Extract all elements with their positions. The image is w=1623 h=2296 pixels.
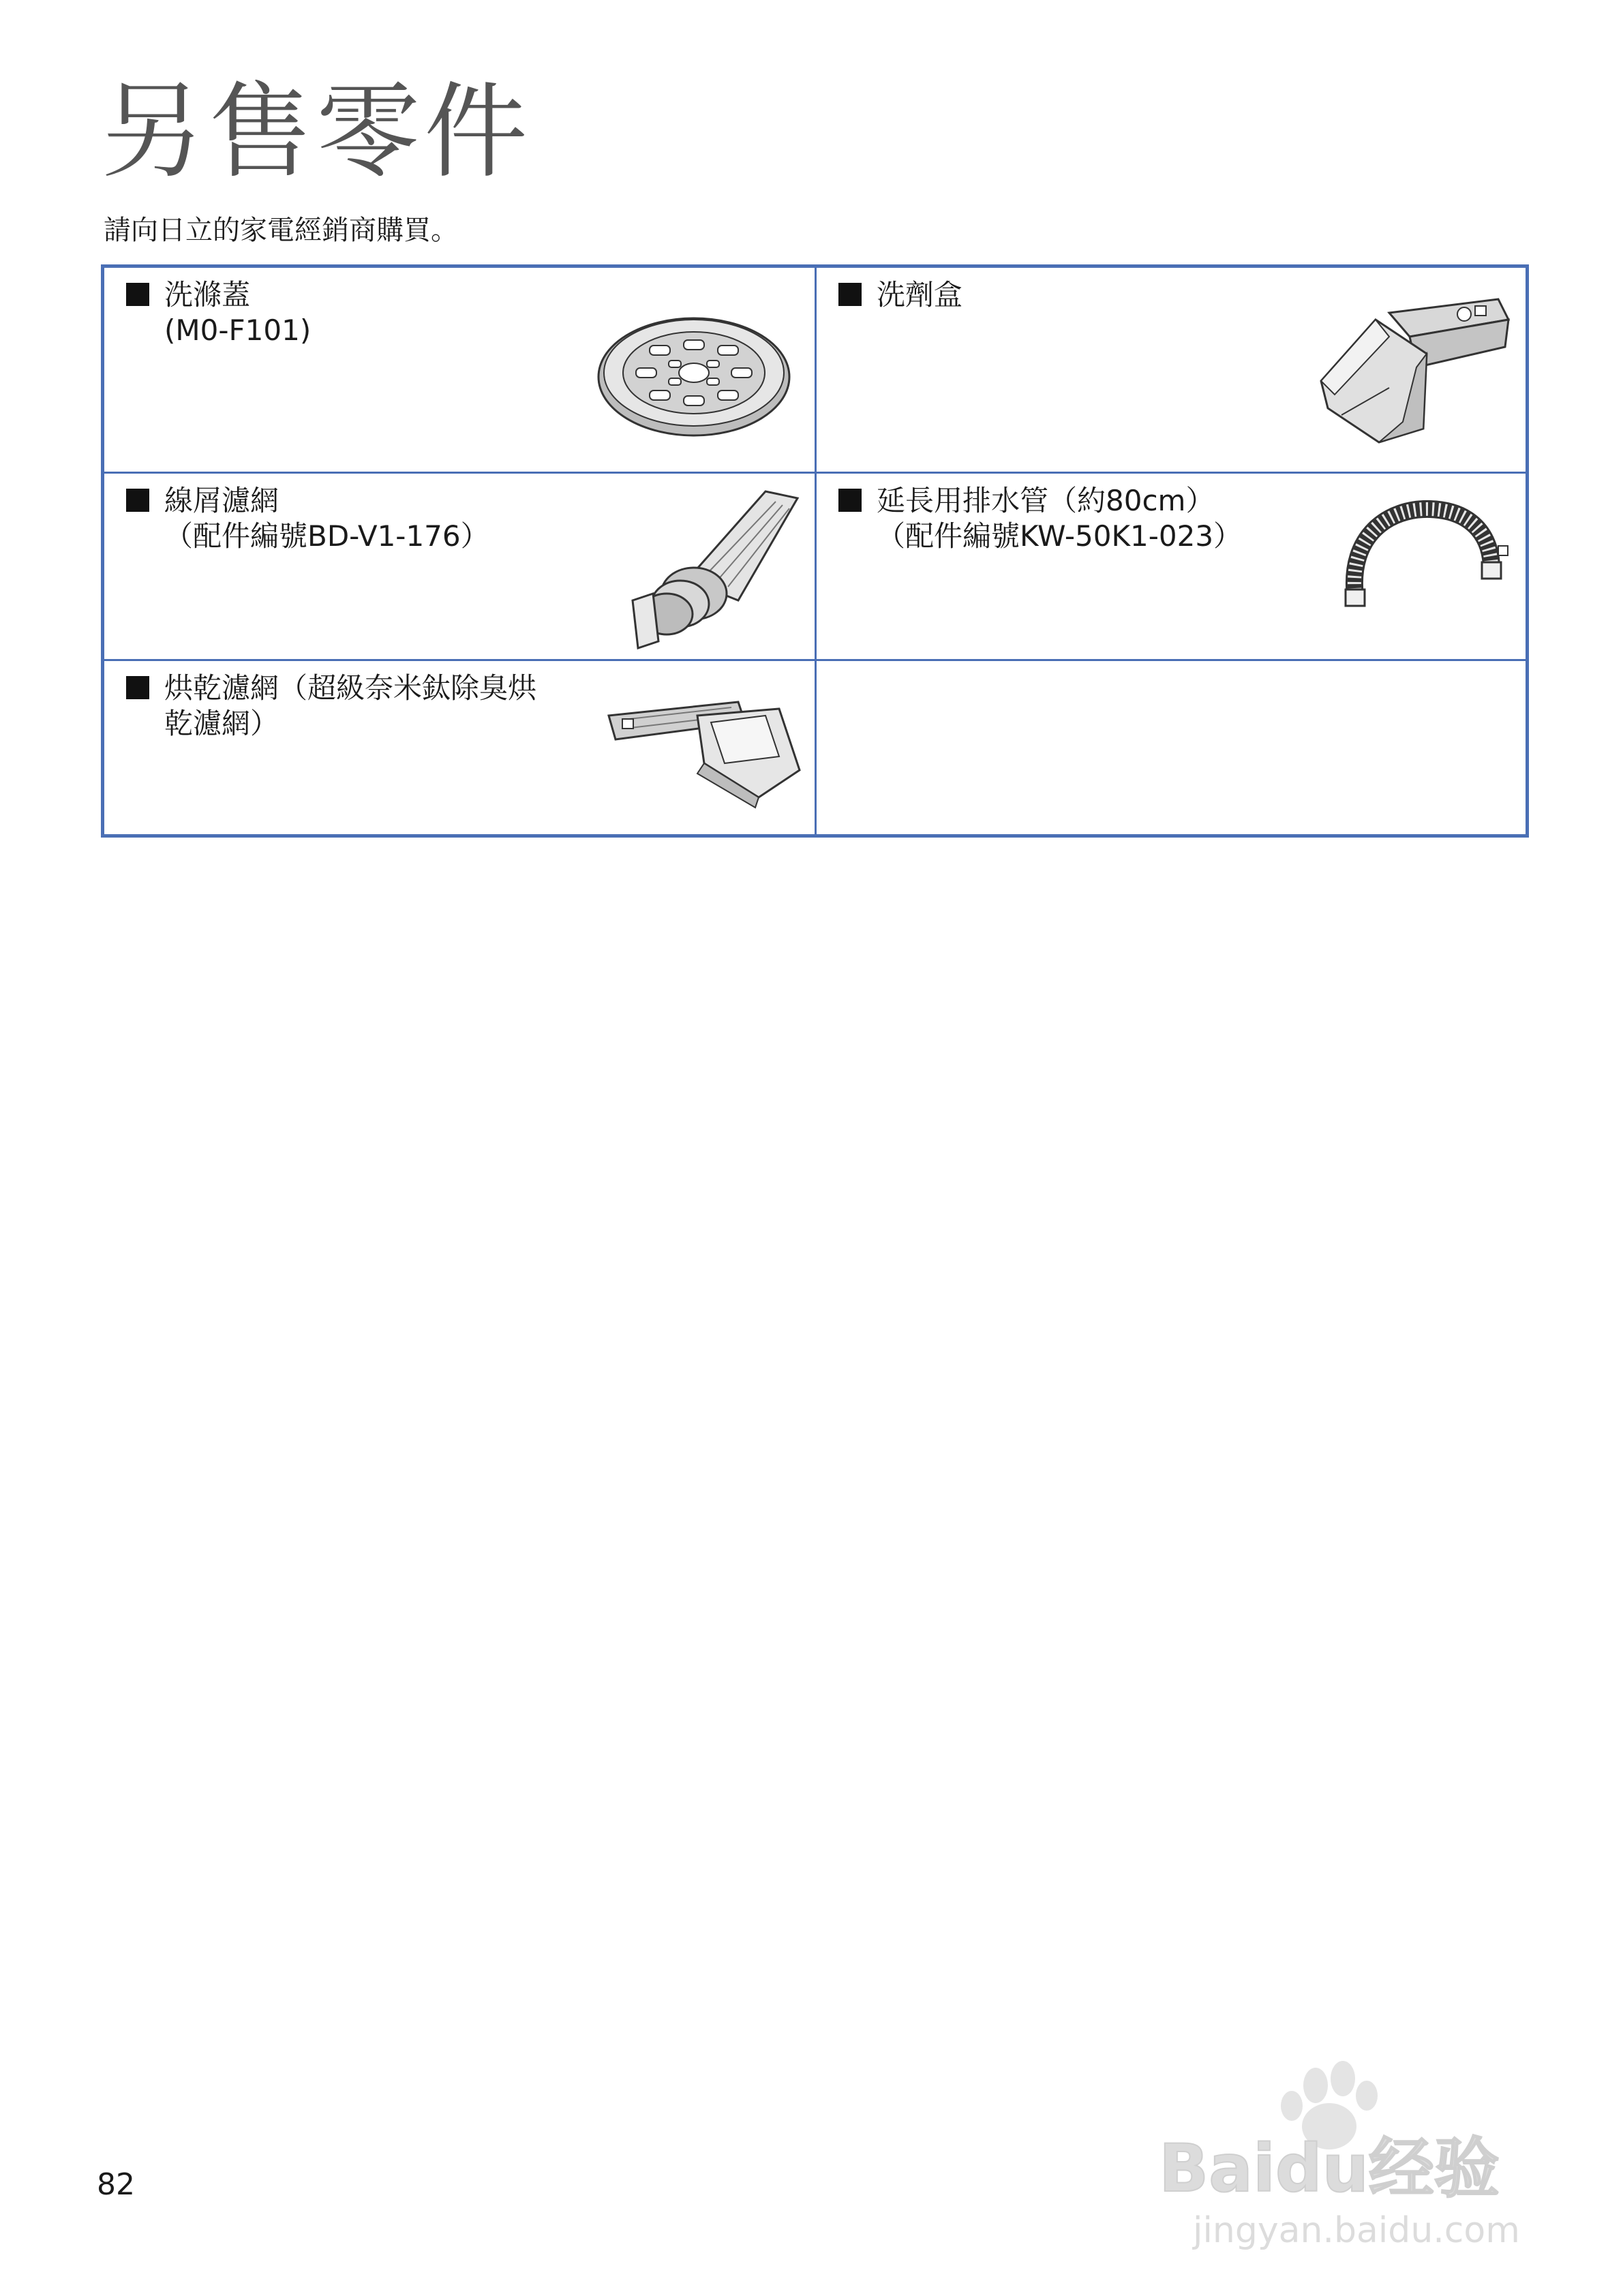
square-bullet-icon [126, 283, 149, 306]
part-code: （配件編號KW-50K1-023） [877, 519, 1243, 553]
baidu-jingyan-watermark [1145, 2058, 1527, 2256]
detergent-box-icon [1314, 286, 1512, 456]
page-title: 另售零件 [101, 72, 532, 192]
watermark-url-text: jingyan.baidu.com [1193, 2210, 1520, 2251]
page-subtitle: 請向日立的家電經銷商購買。 [104, 215, 458, 246]
part-name: 洗劑盒 [877, 278, 963, 311]
part-cell-detergent-box [817, 268, 1526, 474]
lint-filter-icon [612, 478, 806, 658]
part-cell-wash-cover [104, 268, 817, 474]
part-heading [838, 277, 962, 313]
part-name: 洗滌蓋 [164, 278, 251, 311]
watermark-brand-text: Baidu经验 [1159, 2130, 1500, 2207]
part-cell-dryer-filter [104, 661, 817, 834]
square-bullet-icon [126, 489, 149, 512]
square-bullet-icon [838, 489, 862, 512]
parts-table [101, 264, 1529, 838]
square-bullet-icon [126, 676, 149, 699]
part-name: 烘乾濾網（超級奈米鈦除臭烘 [164, 671, 537, 705]
page-number: 82 [97, 2167, 135, 2202]
dryer-filter-icon [602, 688, 806, 811]
part-name: 線屑濾網 [164, 484, 279, 517]
drain-hose-icon [1335, 494, 1512, 610]
part-heading [838, 483, 1242, 554]
lint-cover-disc-icon [595, 310, 793, 440]
part-heading [126, 277, 311, 348]
part-cell-lint-filter [104, 474, 817, 661]
square-bullet-icon [838, 283, 862, 306]
part-heading [126, 483, 489, 554]
part-name: 延長用排水管（約80cm） [877, 484, 1215, 517]
part-code: （配件編號BD-V1-176） [164, 519, 489, 553]
part-code: (M0-F101) [164, 313, 312, 347]
part-cell-drain-hose [817, 474, 1526, 661]
part-code: 乾濾網） [164, 707, 279, 740]
part-cell-empty [817, 661, 1526, 834]
part-heading [126, 671, 536, 741]
